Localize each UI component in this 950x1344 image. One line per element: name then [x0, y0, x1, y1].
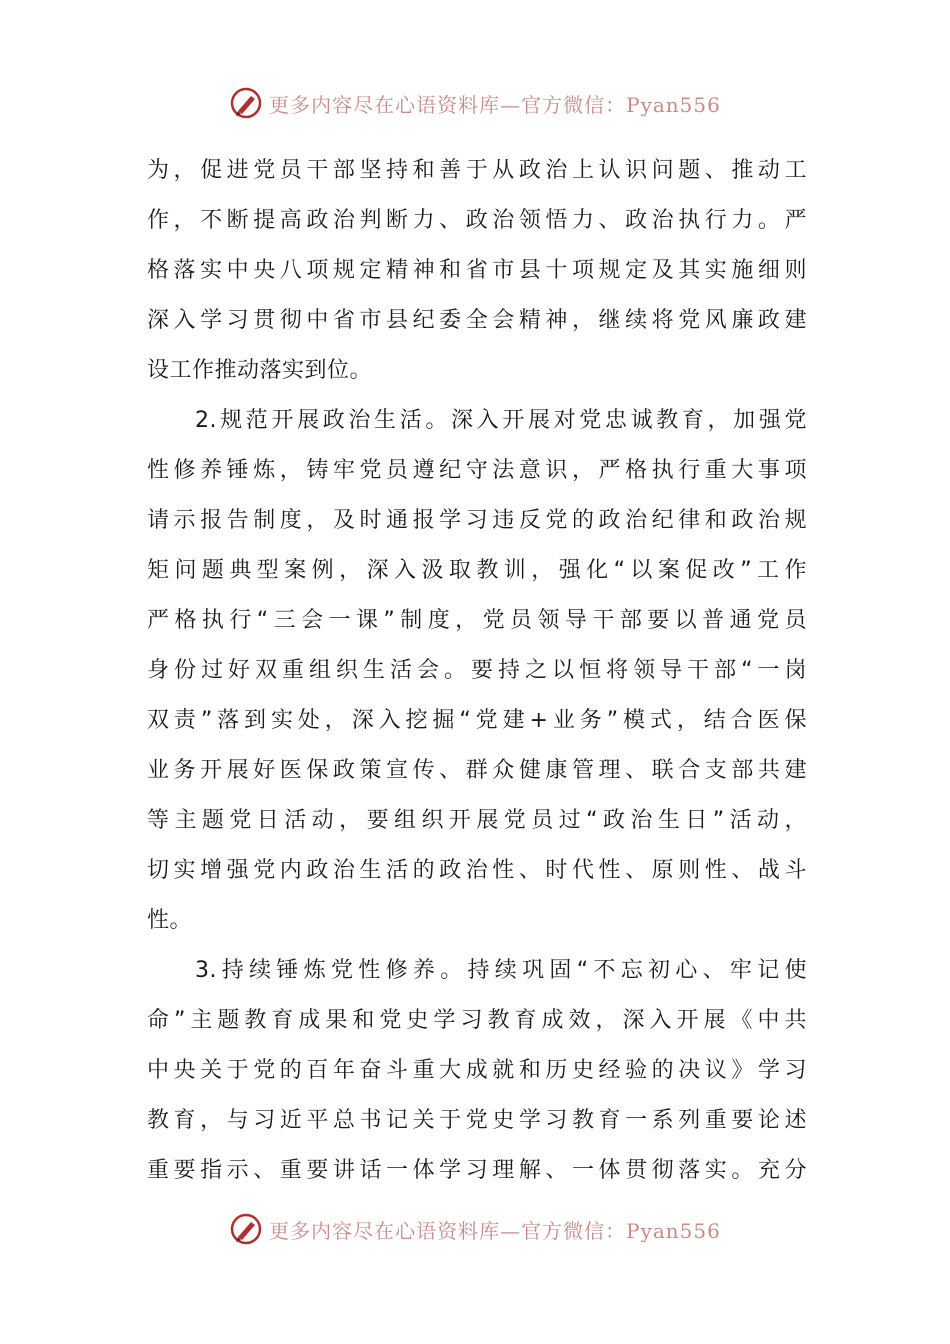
- paragraph-heading-line: 3.持续锤炼党性修养。持续巩固“不忘初心、牢记使: [195, 958, 807, 983]
- body-line: 双责”落到实处，深入挖掘“党建+业务”模式，结合医保: [147, 708, 807, 733]
- body-line: 教育，与习近平总书记关于党史学习教育一系列重要论述: [147, 1108, 807, 1133]
- body-line: 矩问题典型案例，深入汲取教训，强化“以案促改”工作: [147, 558, 807, 583]
- body-line: 严格执行“三会一课”制度，党员领导干部要以普通党员: [147, 608, 807, 633]
- body-line: 性修养锤炼，铸牢党员遵纪守法意识，严格执行重大事项: [147, 458, 807, 483]
- body-line: 等主题党日活动，要组织开展党员过“政治生日”活动，: [147, 808, 807, 833]
- body-line: 业务开展好医保政策宣传、群众健康管理、联合支部共建: [147, 758, 807, 783]
- body-line: 格落实中央八项规定精神和省市县十项规定及其实施细则: [147, 258, 807, 283]
- body-line: 中央关于党的百年奋斗重大成就和历史经验的决议》学习: [147, 1058, 807, 1083]
- paragraph-heading-line: 2.规范开展政治生活。深入开展对党忠诚教育，加强党: [195, 408, 807, 433]
- body-line: 作，不断提高政治判断力、政治领悟力、政治执行力。严: [147, 208, 807, 233]
- body-line: 重要指示、重要讲话一体学习理解、一体贯彻落实。充分: [147, 1158, 807, 1183]
- pen-logo-icon: [229, 1212, 263, 1246]
- watermark-text: 更多内容尽在心语资料库—官方微信：Pyan556: [269, 1218, 721, 1243]
- body-line: 性。: [147, 908, 193, 933]
- body-line: 为，促进党员干部坚持和善于从政治上认识问题、推动工: [147, 158, 807, 183]
- pen-logo-icon: [229, 86, 263, 120]
- body-line: 设工作推动落实到位。: [147, 358, 373, 383]
- watermark-text: 更多内容尽在心语资料库—官方微信：Pyan556: [269, 92, 721, 117]
- document-body: [147, 146, 807, 1196]
- body-line: 切实增强党内政治生活的政治性、时代性、原则性、战斗: [147, 858, 807, 883]
- body-line: 请示报告制度，及时通报学习违反党的政治纪律和政治规: [147, 508, 807, 533]
- watermark-banner-top: [0, 83, 950, 123]
- watermark-banner-bottom: [0, 1209, 950, 1249]
- body-line: 深入学习贯彻中省市县纪委全会精神，继续将党风廉政建: [147, 308, 807, 333]
- body-line: 命”主题教育成果和党史学习教育成效，深入开展《中共: [147, 1008, 807, 1033]
- body-line: 身份过好双重组织生活会。要持之以恒将领导干部“一岗: [147, 658, 807, 683]
